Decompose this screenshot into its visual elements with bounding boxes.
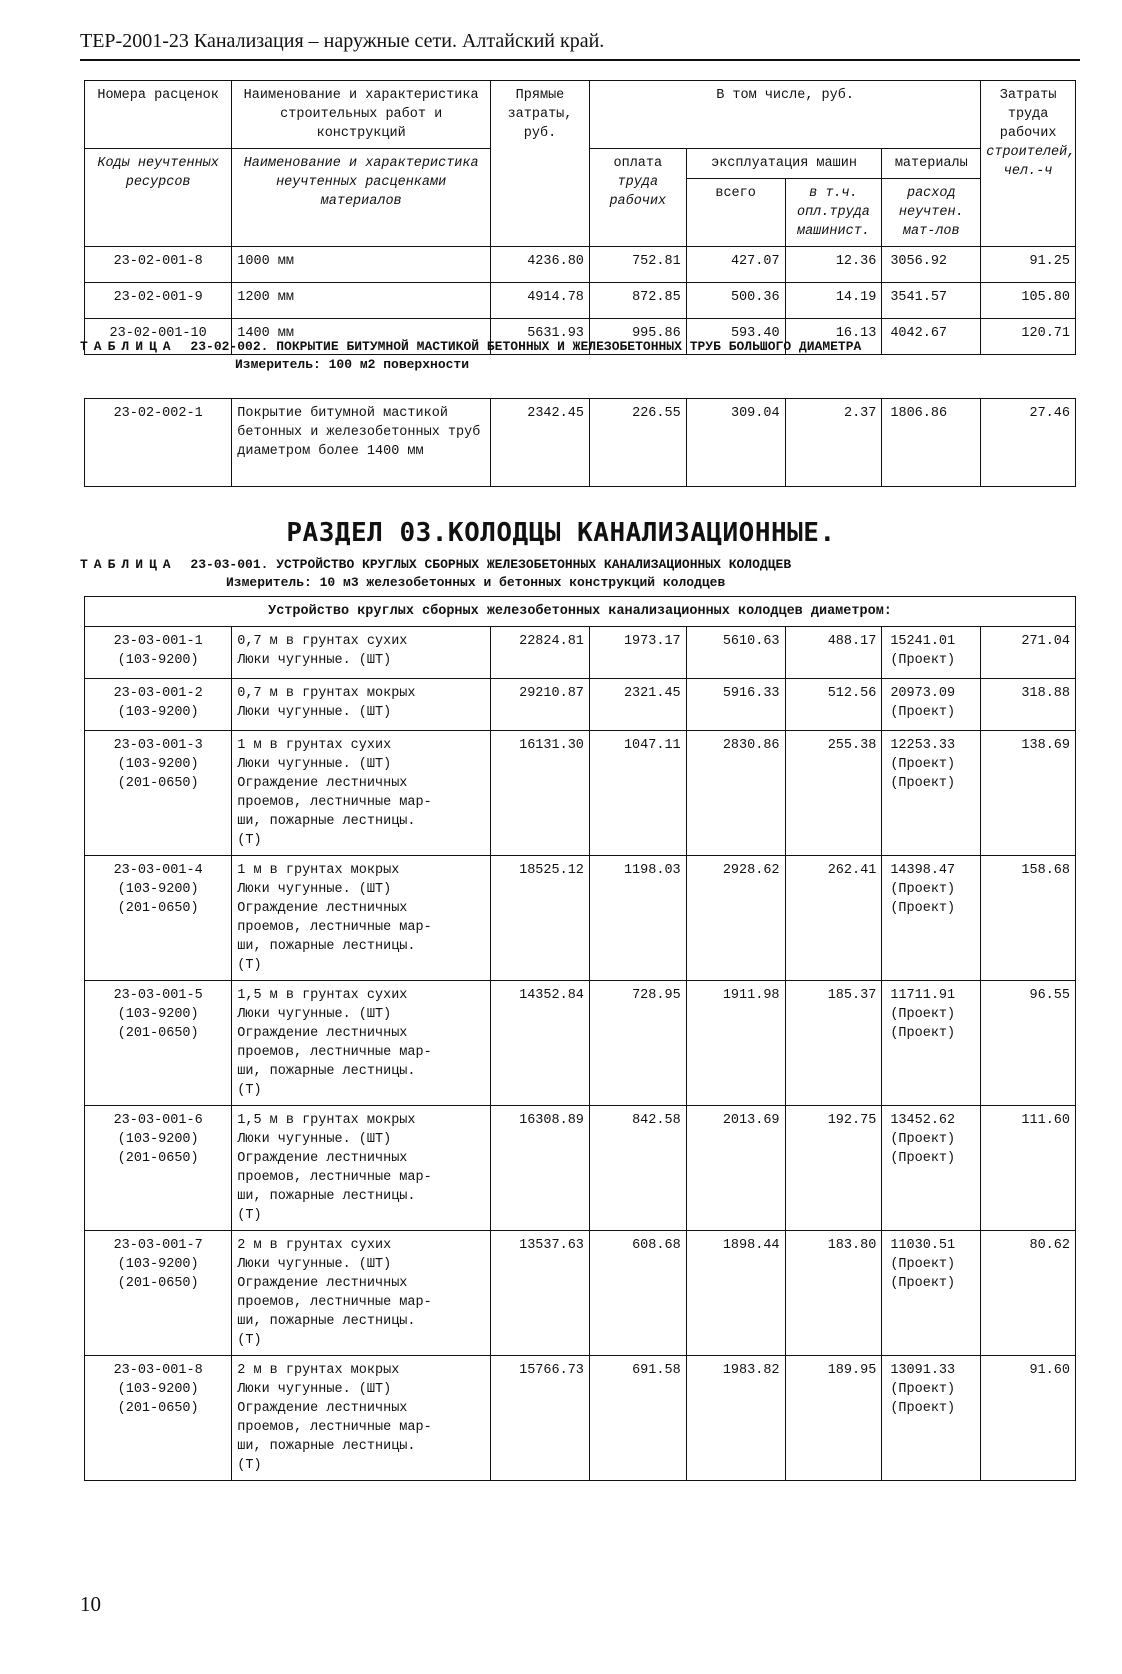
machine-labor-cell: 185.37: [785, 981, 882, 1106]
col-header-truda: труда рабочих: [609, 175, 667, 209]
rate-code: 23-02-001-8: [85, 247, 232, 283]
table-row: [85, 679, 1076, 731]
machine-labor-cell: 189.95: [785, 1356, 882, 1481]
col-header-zatraty: [981, 81, 1076, 247]
rate-code: 23-03-001-3 (103-9200) (201-0650): [85, 731, 232, 856]
machine-total-cell: 5916.33: [686, 679, 785, 731]
rate-name: 1400 мм: [232, 319, 491, 355]
machine-total-cell: 593.40: [686, 319, 785, 355]
machine-labor-cell: 488.17: [785, 627, 882, 679]
table-row: [85, 1106, 1076, 1231]
table-label: ТАБЛИЦА: [80, 339, 177, 354]
rate-name: 1200 мм: [232, 283, 491, 319]
labor-pay-cell: 691.58: [589, 1356, 686, 1481]
rate-name: 1,5 м в грунтах мокрых Люки чугунные. (ШТ) Ограждение лестничных проемов, лестничные мар- ши, пожарные лестницы. (Т): [232, 1106, 491, 1231]
direct-cost-cell: 29210.87: [491, 679, 590, 731]
direct-cost-cell: 15766.73: [491, 1356, 590, 1481]
col-header-kody: Коды неучтенных ресурсов: [85, 149, 232, 247]
col-header-vsego: всего: [686, 179, 785, 247]
machine-labor-cell: 2.37: [785, 399, 882, 487]
machine-total-cell: 309.04: [686, 399, 785, 487]
direct-cost-cell: 4236.80: [491, 247, 590, 283]
labor-hours-cell: 27.46: [981, 399, 1076, 487]
direct-cost-cell: 5631.93: [491, 319, 590, 355]
direct-cost-cell: 16131.30: [491, 731, 590, 856]
table-caption-23-02-002: [80, 338, 861, 374]
materials-cell: 20973.09 (Проект): [882, 679, 981, 731]
materials-cell: 11711.91 (Проект) (Проект): [882, 981, 981, 1106]
col-header-zatraty-1: Затраты труда рабочих: [999, 88, 1057, 141]
labor-hours-cell: 111.60: [981, 1106, 1076, 1231]
table-row: [85, 856, 1076, 981]
table-row: [85, 981, 1076, 1106]
col-header-ekspl: эксплуатация машин: [686, 149, 882, 179]
labor-pay-cell: 1047.11: [589, 731, 686, 856]
labor-pay-cell: 1198.03: [589, 856, 686, 981]
rate-code: 23-03-001-8 (103-9200) (201-0650): [85, 1356, 232, 1481]
machine-total-cell: 427.07: [686, 247, 785, 283]
table-row: [85, 247, 1076, 283]
direct-cost-cell: 22824.81: [491, 627, 590, 679]
col-header-oplata-label: оплата: [613, 156, 663, 171]
col-header-naim: Наименование и характеристика строительных работ и конструкций: [232, 81, 491, 149]
table-title: 23-02-002. ПОКРЫТИЕ БИТУМНОЙ МАСТИКОЙ БЕТОННЫХ И ЖЕЛЕЗОБЕТОННЫХ ТРУБ БОЛЬШОГО ДИАМЕТРА: [190, 339, 862, 354]
labor-hours-cell: 271.04: [981, 627, 1076, 679]
section-title: РАЗДЕЛ 03.КОЛОДЦЫ КАНАЛИЗАЦИОННЫЕ.: [286, 518, 836, 548]
rate-code: 23-02-002-1: [85, 399, 232, 487]
machine-labor-cell: 183.80: [785, 1231, 882, 1356]
col-header-oplata: [589, 149, 686, 247]
machine-total-cell: 1983.82: [686, 1356, 785, 1481]
machine-labor-cell: 255.38: [785, 731, 882, 856]
table-row: [85, 1356, 1076, 1481]
direct-cost-cell: 2342.45: [491, 399, 590, 487]
labor-hours-cell: 138.69: [981, 731, 1076, 856]
table-row: [85, 627, 1076, 679]
direct-cost-cell: 18525.12: [491, 856, 590, 981]
labor-pay-cell: 872.85: [589, 283, 686, 319]
col-header-naim2: Наименование и характеристика неучтенных расценками материалов: [232, 149, 491, 247]
labor-hours-cell: 318.88: [981, 679, 1076, 731]
rate-code: 23-03-001-2 (103-9200): [85, 679, 232, 731]
rate-name: Покрытие битумной мастикой бетонных и железобетонных труб диаметром более 1400 мм: [232, 399, 491, 487]
table-row: [85, 399, 1076, 487]
col-header-nomera: Номера расценок: [85, 81, 232, 149]
materials-cell: 13091.33 (Проект) (Проект): [882, 1356, 981, 1481]
direct-cost-cell: 13537.63: [491, 1231, 590, 1356]
labor-pay-cell: 995.86: [589, 319, 686, 355]
materials-cell: 3541.57: [882, 283, 981, 319]
table-title: 23-03-001. УСТРОЙСТВО КРУГЛЫХ СБОРНЫХ ЖЕЛЕЗОБЕТОННЫХ КАНАЛИЗАЦИОННЫХ КОЛОДЦЕВ: [190, 557, 792, 572]
machine-total-cell: 1898.44: [686, 1231, 785, 1356]
col-header-zatraty-2: строителей, чел.-ч: [986, 145, 1076, 179]
rates-table-23-02-001: [84, 80, 1076, 355]
rate-name: 1 м в грунтах сухих Люки чугунные. (ШТ) Ограждение лестничных проемов, лестничные мар- ши, пожарные лестницы. (Т): [232, 731, 491, 856]
machine-total-cell: 500.36: [686, 283, 785, 319]
rate-name: 2 м в грунтах сухих Люки чугунные. (ШТ) Ограждение лестничных проемов, лестничные мар- ши, пожарные лестницы. (Т): [232, 1231, 491, 1356]
labor-hours-cell: 105.80: [981, 283, 1076, 319]
machine-total-cell: 5610.63: [686, 627, 785, 679]
col-header-materialy: материалы: [882, 149, 981, 179]
machine-labor-cell: 14.19: [785, 283, 882, 319]
materials-cell: 4042.67: [882, 319, 981, 355]
direct-cost-cell: 14352.84: [491, 981, 590, 1106]
col-header-v-tom-chisle: В том числе, руб.: [589, 81, 980, 149]
machine-total-cell: 2928.62: [686, 856, 785, 981]
rate-name: 1,5 м в грунтах сухих Люки чугунные. (ШТ) Ограждение лестничных проемов, лестничные мар- ши, пожарные лестницы. (Т): [232, 981, 491, 1106]
direct-cost-cell: 16308.89: [491, 1106, 590, 1231]
col-header-rashod: расход неучтен. мат-лов: [882, 179, 981, 247]
labor-hours-cell: 91.25: [981, 247, 1076, 283]
table-row: [85, 731, 1076, 856]
machine-total-cell: 1911.98: [686, 981, 785, 1106]
machine-labor-cell: 192.75: [785, 1106, 882, 1231]
table-row: [85, 1231, 1076, 1356]
rate-code: 23-02-001-9: [85, 283, 232, 319]
table-label: ТАБЛИЦА: [80, 557, 177, 572]
rate-code: 23-03-001-7 (103-9200) (201-0650): [85, 1231, 232, 1356]
table-span-heading: Устройство круглых сборных железобетонных канализационных колодцев диаметром:: [85, 597, 1076, 627]
col-header-vtch: в т.ч. опл.труда машинист.: [785, 179, 882, 247]
machine-total-cell: 2830.86: [686, 731, 785, 856]
table-measure: Измеритель: 10 м3 железобетонных и бетонных конструкций колодцев: [226, 575, 726, 590]
labor-pay-cell: 752.81: [589, 247, 686, 283]
labor-pay-cell: 226.55: [589, 399, 686, 487]
materials-cell: 12253.33 (Проект) (Проект): [882, 731, 981, 856]
machine-labor-cell: 12.36: [785, 247, 882, 283]
labor-hours-cell: 96.55: [981, 981, 1076, 1106]
direct-cost-cell: 4914.78: [491, 283, 590, 319]
materials-cell: 11030.51 (Проект) (Проект): [882, 1231, 981, 1356]
rate-name: 0,7 м в грунтах сухих Люки чугунные. (ШТ): [232, 627, 491, 679]
rate-name: 2 м в грунтах мокрых Люки чугунные. (ШТ) Ограждение лестничных проемов, лестничные мар- ши, пожарные лестницы. (Т): [232, 1356, 491, 1481]
labor-hours-cell: 91.60: [981, 1356, 1076, 1481]
machine-labor-cell: 512.56: [785, 679, 882, 731]
materials-cell: 3056.92: [882, 247, 981, 283]
page-header: ТЕР-2001-23 Канализация – наружные сети. Алтайский край.: [80, 30, 1080, 61]
labor-hours-cell: 158.68: [981, 856, 1076, 981]
labor-pay-cell: 728.95: [589, 981, 686, 1106]
rate-code: 23-03-001-4 (103-9200) (201-0650): [85, 856, 232, 981]
rate-name: 0,7 м в грунтах мокрых Люки чугунные. (ШТ): [232, 679, 491, 731]
rates-table-23-02-002: [84, 398, 1076, 487]
labor-pay-cell: 2321.45: [589, 679, 686, 731]
rates-table-23-03-001: [84, 596, 1076, 1481]
labor-hours-cell: 80.62: [981, 1231, 1076, 1356]
table-row: [85, 283, 1076, 319]
materials-cell: 1806.86: [882, 399, 981, 487]
labor-pay-cell: 842.58: [589, 1106, 686, 1231]
labor-pay-cell: 1973.17: [589, 627, 686, 679]
rate-code: 23-03-001-6 (103-9200) (201-0650): [85, 1106, 232, 1231]
table-caption-23-03-001: [80, 556, 791, 592]
col-header-pryamye: Прямые затраты, руб.: [491, 81, 590, 247]
machine-labor-cell: 16.13: [785, 319, 882, 355]
machine-labor-cell: 262.41: [785, 856, 882, 981]
materials-cell: 15241.01 (Проект): [882, 627, 981, 679]
machine-total-cell: 2013.69: [686, 1106, 785, 1231]
materials-cell: 14398.47 (Проект) (Проект): [882, 856, 981, 981]
materials-cell: 13452.62 (Проект) (Проект): [882, 1106, 981, 1231]
rate-code: 23-03-001-1 (103-9200): [85, 627, 232, 679]
rate-name: 1 м в грунтах мокрых Люки чугунные. (ШТ) Ограждение лестничных проемов, лестничные мар- ши, пожарные лестницы. (Т): [232, 856, 491, 981]
rate-name: 1000 мм: [232, 247, 491, 283]
rate-code: 23-02-001-10: [85, 319, 232, 355]
rate-code: 23-03-001-5 (103-9200) (201-0650): [85, 981, 232, 1106]
table-measure: Измеритель: 100 м2 поверхности: [235, 357, 470, 372]
page-number: 10: [80, 1592, 101, 1616]
labor-hours-cell: 120.71: [981, 319, 1076, 355]
labor-pay-cell: 608.68: [589, 1231, 686, 1356]
